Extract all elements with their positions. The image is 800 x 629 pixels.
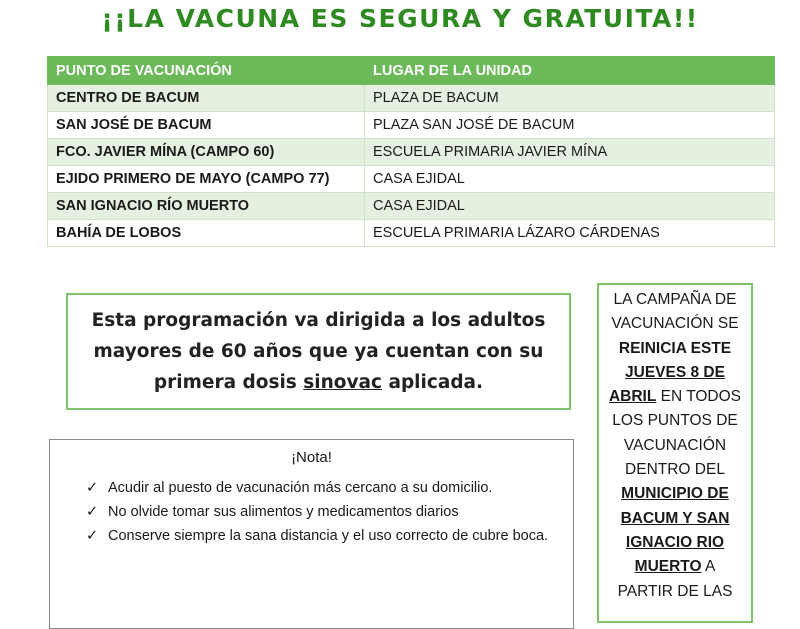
unit-location-cell: PLAZA DE BACUM: [365, 85, 775, 112]
campaign-line: [599, 555, 751, 579]
campaign-line: IGNACIO RIO: [625, 533, 725, 551]
table-row: [48, 85, 775, 112]
unit-location-cell: ESCUELA PRIMARIA LÁZARO CÁRDENAS: [365, 220, 775, 247]
campaign-line: [599, 385, 751, 409]
header-unit-location: LUGAR DE LA UNIDAD: [365, 57, 775, 85]
table-row: [48, 166, 775, 193]
campaign-announcement-box: [597, 283, 753, 623]
vaccination-point-cell: SAN IGNACIO RÍO MUERTO: [48, 193, 365, 220]
vaccination-point-cell: EJIDO PRIMERO DE MAYO (CAMPO 77): [48, 166, 365, 193]
campaign-line: REINICIA ESTE: [618, 339, 732, 357]
table-header-row: [48, 57, 775, 85]
table-row: [48, 112, 775, 139]
program-line-1: Esta programación va dirigida a los adultos: [91, 310, 546, 331]
checkmark-icon: ✓: [86, 528, 99, 544]
campaign-line: LA CAMPAÑA DE: [613, 291, 737, 308]
note-item-text: Acudir al puesto de vacunación más cercano a su domicilio.: [108, 480, 493, 496]
campaign-place: MUERTO: [634, 558, 702, 576]
list-item: [86, 500, 573, 524]
campaign-text: EN TODOS: [656, 388, 742, 406]
note-list: [50, 476, 573, 548]
campaign-line: VACUNACIÓN: [623, 436, 727, 454]
checkmark-icon: ✓: [86, 504, 99, 520]
list-item: [86, 524, 573, 548]
program-line-3-post: aplicada.: [382, 372, 484, 393]
campaign-line: LOS PUNTOS DE: [612, 412, 738, 430]
program-line-3-pre: primera dosis: [153, 372, 304, 393]
campaign-line: VACUNACIÓN SE: [611, 315, 739, 333]
note-box: [49, 439, 574, 629]
program-notice-box: [66, 293, 571, 410]
note-item-text: Conserve siempre la sana distancia y el uso correcto de cubre boca.: [108, 528, 549, 544]
page-title: ¡¡LA VACUNA ES SEGURA Y GRATUITA!!: [101, 4, 699, 33]
checkmark-icon: ✓: [86, 480, 99, 496]
list-item: [86, 476, 573, 500]
note-title: ¡Nota!: [291, 449, 332, 466]
vaccination-point-cell: SAN JOSÉ DE BACUM: [48, 112, 365, 139]
unit-location-cell: ESCUELA PRIMARIA JAVIER MÍNA: [365, 139, 775, 166]
campaign-line: MUNICIPIO DE: [621, 485, 729, 503]
campaign-line: PARTIR DE LAS: [617, 582, 733, 600]
note-item-text: No olvide tomar sus alimentos y medicamentos diarios: [108, 504, 459, 520]
vaccination-point-cell: CENTRO DE BACUM: [48, 85, 365, 112]
vaccination-point-cell: BAHÍA DE LOBOS: [48, 220, 365, 247]
table-row: [48, 193, 775, 220]
vaccination-points-table: [47, 56, 775, 247]
vaccination-point-cell: FCO. JAVIER MÍNA (CAMPO 60): [48, 139, 365, 166]
table-row: [48, 220, 775, 247]
vaccine-name: sinovac: [303, 372, 383, 393]
campaign-month: ABRIL: [608, 388, 657, 406]
campaign-line: DENTRO DEL: [625, 461, 725, 479]
header-vaccination-point: PUNTO DE VACUNACIÓN: [48, 57, 365, 85]
campaign-text: A: [701, 558, 716, 576]
campaign-line: BACUM Y SAN: [620, 509, 730, 527]
unit-location-cell: CASA EJIDAL: [365, 166, 775, 193]
table-row: [48, 139, 775, 166]
unit-location-cell: PLAZA SAN JOSÉ DE BACUM: [365, 112, 775, 139]
program-line-2: mayores de 60 años que ya cuentan con su: [93, 341, 544, 362]
unit-location-cell: CASA EJIDAL: [365, 193, 775, 220]
program-notice-text: [92, 305, 546, 398]
campaign-line: JUEVES 8 DE: [625, 363, 725, 381]
